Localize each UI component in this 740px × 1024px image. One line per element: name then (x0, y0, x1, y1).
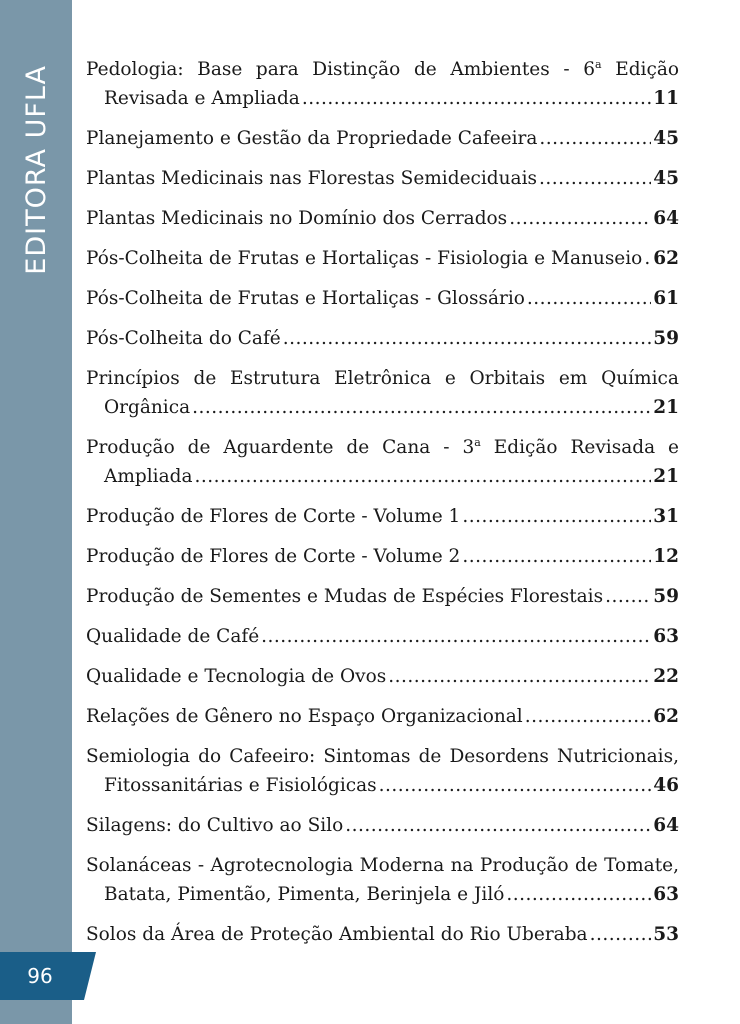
entry-title-text: Produção de Flores de Corte - Volume 2 (86, 546, 461, 567)
entry-line (86, 880, 679, 909)
entry-first-line (86, 55, 679, 84)
sidebar-title (8, 55, 64, 285)
dot-leader (345, 811, 651, 840)
entry-title-word: 3$^a$ (462, 436, 481, 458)
index-entry (86, 920, 679, 949)
index-entry (86, 433, 679, 491)
entry-title-word: de (574, 855, 598, 876)
entry-title-word: Produção (479, 855, 569, 876)
index-entry (86, 702, 679, 731)
entry-page-number: 11 (653, 88, 679, 109)
dot-leader (644, 244, 651, 273)
entry-title-text: Fitossanitárias e Fisiológicas (104, 775, 377, 796)
entry-title-word: de (193, 368, 217, 389)
entry-title-word: Orbitais (469, 368, 546, 389)
entry-first-line (86, 851, 679, 880)
entry-line (86, 462, 679, 491)
entry-page-number: 63 (653, 626, 679, 647)
entry-page-number: 21 (653, 397, 679, 418)
entry-title-word: Eletrônica (334, 368, 432, 389)
entry-title-word: de (418, 746, 442, 767)
entry-title-word: para (255, 59, 299, 80)
entry-page-number: 62 (653, 706, 679, 727)
entry-line (86, 244, 679, 273)
dot-leader (539, 124, 651, 153)
entry-title-text: Pós-Colheita de Frutas e Hortaliças - Fisiologia e Manuseio (86, 248, 643, 269)
entry-title-word: - (443, 437, 450, 458)
index-list (86, 55, 679, 960)
dot-leader (527, 284, 651, 313)
entry-title-word: Revisada (570, 437, 656, 458)
entry-title-word: e (668, 437, 679, 458)
entry-line (86, 920, 679, 949)
index-entry (86, 204, 679, 233)
dot-leader (192, 393, 651, 422)
entry-title-word: Moderna (359, 855, 445, 876)
index-entry (86, 164, 679, 193)
entry-line (86, 771, 679, 800)
dot-leader (605, 582, 651, 611)
entry-title-word: Base (197, 59, 243, 80)
entry-title-word: Cana (382, 437, 431, 458)
index-entry (86, 851, 679, 909)
entry-title-text: Relações de Gênero no Espaço Organizacional (86, 706, 523, 727)
entry-title-word: 6$^a$ (583, 58, 602, 80)
sidebar-band (0, 0, 72, 1024)
index-entry (86, 542, 679, 571)
entry-first-line (86, 433, 679, 462)
entry-title-text: Produção de Flores de Corte - Volume 1 (86, 506, 461, 527)
page-number: 96 (27, 964, 53, 988)
dot-leader (194, 462, 651, 491)
index-entry (86, 502, 679, 531)
index-entry (86, 244, 679, 273)
entry-line (86, 542, 679, 571)
entry-page-number: 63 (653, 884, 679, 905)
entry-title-word: Estrutura (230, 368, 321, 389)
index-entry (86, 124, 679, 153)
index-entry (86, 582, 679, 611)
dot-leader (379, 771, 652, 800)
entry-title-text: Qualidade e Tecnologia de Ovos (86, 666, 387, 687)
entry-title-text: Pós-Colheita do Café (86, 328, 281, 349)
entry-title-word: Edição (493, 437, 558, 458)
entry-page-number: 61 (653, 288, 679, 309)
entry-page-number: 31 (653, 506, 679, 527)
entry-title-word: Edição (615, 59, 679, 80)
entry-title-word: Desordens (449, 746, 549, 767)
index-entry (86, 622, 679, 651)
entry-page-number: 22 (653, 666, 679, 687)
entry-title-word: Produção (86, 437, 175, 458)
entry-title-word: de (346, 437, 370, 458)
entry-first-line (86, 742, 679, 771)
entry-line (86, 393, 679, 422)
entry-title-text: Ampliada (104, 466, 193, 487)
entry-line (86, 324, 679, 353)
entry-page-number: 45 (653, 128, 679, 149)
entry-title-text: Qualidade de Café (86, 626, 260, 647)
entry-line (86, 502, 679, 531)
entry-title-word: Aguardente (223, 437, 334, 458)
index-entry (86, 284, 679, 313)
entry-title-text: Pós-Colheita de Frutas e Hortaliças - Glossário (86, 288, 525, 309)
entry-title-word: Pedologia: (86, 59, 184, 80)
entry-title-text: Plantas Medicinais no Domínio dos Cerrados (86, 208, 508, 229)
dot-leader (506, 880, 651, 909)
entry-title-word: Sintomas (323, 746, 411, 767)
dot-leader (283, 324, 651, 353)
entry-title-word: Nutricionais, (557, 746, 679, 767)
entry-title-text: Orgânica (104, 397, 191, 418)
page-number-badge (0, 952, 84, 1000)
entry-title-word: - (563, 59, 570, 80)
entry-title-word: Distinção (312, 59, 401, 80)
entry-title-text: Plantas Medicinais nas Florestas Semideciduais (86, 168, 537, 189)
entry-title-word: em (558, 368, 588, 389)
dot-leader (462, 542, 651, 571)
entry-line (86, 662, 679, 691)
entry-title-word: Agrotecnologia (210, 855, 354, 876)
dot-leader (261, 622, 651, 651)
index-entry (86, 364, 679, 422)
index-entry (86, 55, 679, 113)
dot-leader (302, 84, 651, 113)
entry-title-word: na (450, 855, 474, 876)
entry-page-number: 59 (653, 586, 679, 607)
dot-leader (590, 920, 652, 949)
entry-title-text: Planejamento e Gestão da Propriedade Cafeeira (86, 128, 538, 149)
entry-title-word: Cafeeiro: (229, 746, 316, 767)
entry-line (86, 702, 679, 731)
index-entry (86, 742, 679, 800)
entry-title-text: Produção de Sementes e Mudas de Espécies Florestais (86, 586, 604, 607)
entry-line (86, 204, 679, 233)
entry-page-number: 46 (653, 775, 679, 796)
dot-leader (525, 702, 652, 731)
entry-title-word: Ambientes (450, 59, 550, 80)
index-entry (86, 662, 679, 691)
entry-line (86, 582, 679, 611)
entry-line (86, 811, 679, 840)
entry-line (86, 284, 679, 313)
dot-leader (539, 164, 651, 193)
entry-page-number: 62 (653, 248, 679, 269)
entry-line (86, 84, 679, 113)
index-entry (86, 811, 679, 840)
entry-title-text: Silagens: do Cultivo ao Silo (86, 815, 344, 836)
entry-title-word: de (187, 437, 211, 458)
entry-page-number: 12 (653, 546, 679, 567)
entry-title-word: Princípios (86, 368, 180, 389)
entry-page-number: 21 (653, 466, 679, 487)
entry-title-word: Semiologia (86, 746, 191, 767)
entry-title-word: Tomate, (604, 855, 679, 876)
entry-title-word: Solanáceas (86, 855, 192, 876)
entry-page-number: 59 (653, 328, 679, 349)
entry-page-number: 45 (653, 168, 679, 189)
dot-leader (509, 204, 651, 233)
entry-line (86, 622, 679, 651)
entry-page-number: 64 (653, 815, 679, 836)
dot-leader (388, 662, 651, 691)
entry-title-text: Batata, Pimentão, Pimenta, Berinjela e Jiló (104, 884, 505, 905)
entry-first-line (86, 364, 679, 393)
index-entry (86, 324, 679, 353)
entry-title-word: de (413, 59, 437, 80)
entry-title-word: e (444, 368, 456, 389)
entry-page-number: 53 (653, 924, 679, 945)
sidebar-title-text: EDITORA UFLA (20, 65, 52, 275)
entry-title-word: Química (601, 368, 679, 389)
entry-title-text: Solos da Área de Proteção Ambiental do Rio Uberaba (86, 924, 588, 945)
entry-title-text: Revisada e Ampliada (104, 88, 300, 109)
entry-line (86, 124, 679, 153)
entry-title-word: do (198, 746, 222, 767)
dot-leader (462, 502, 651, 531)
entry-page-number: 64 (653, 208, 679, 229)
entry-line (86, 164, 679, 193)
entry-title-word: - (197, 855, 205, 876)
